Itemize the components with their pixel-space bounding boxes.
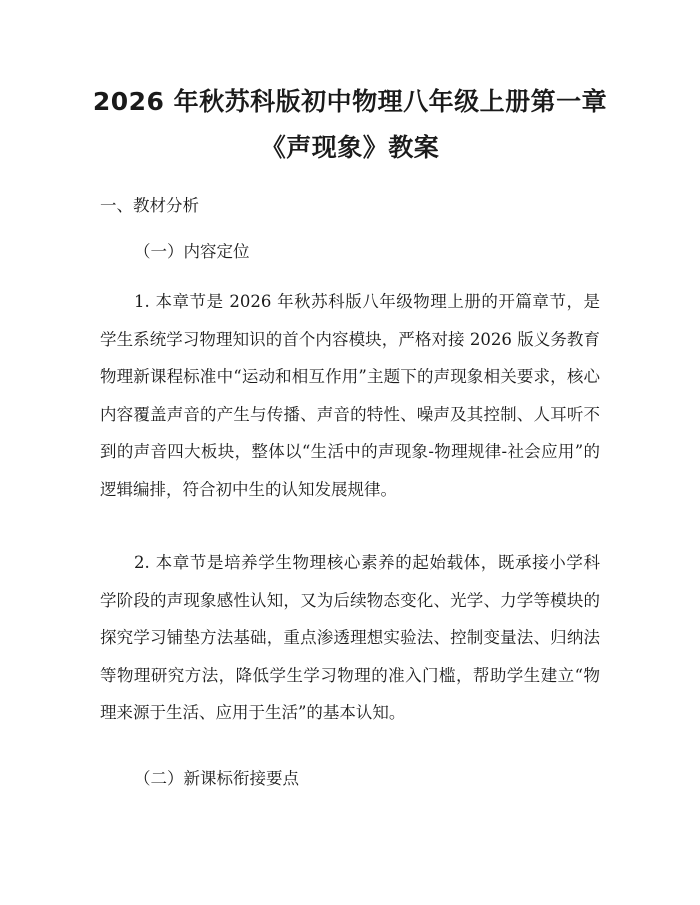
section-heading-textbook-analysis: 一、教材分析 bbox=[100, 196, 199, 215]
document-title-line-2: 《声现象》教案 bbox=[260, 133, 440, 162]
paragraph-content-positioning-1: 1. 本章节是 2026 年秋苏科版八年级物理上册的开篇章节，是学生系统学习物理知识的首个内容模块，严格对接 2026 版义务教育物理新课程标准中“运动和相互作用”主题下的声现象相关要求，核心内容覆盖声音的产生与传播、声音的特性、噪声及其控制、人耳听不到的声音四大板块，整体以“生活中的声现象-物理规律-社会应用”的逻辑编排，符合初中生的认知发展规律。 bbox=[100, 292, 600, 499]
paragraph-content-positioning-2: 2. 本章节是培养学生物理核心素养的起始载体，既承接小学科学阶段的声现象感性认知，又为后续物态变化、光学、力学等模块的探究学习铺垫方法基础，重点渗透理想实验法、控制变量法、归纳法等物理研究方法，降低学生学习物理的准入门槛，帮助学生建立“物理来源于生活、应用于生活”的基本认知。 bbox=[100, 553, 600, 722]
subsection-heading-content-positioning: （一）内容定位 bbox=[134, 242, 250, 261]
document-title-line-1: 2026 年秋苏科版初中物理八年级上册第一章 bbox=[92, 87, 608, 116]
subsection-heading-curriculum-alignment: （二）新课标衔接要点 bbox=[134, 769, 299, 788]
